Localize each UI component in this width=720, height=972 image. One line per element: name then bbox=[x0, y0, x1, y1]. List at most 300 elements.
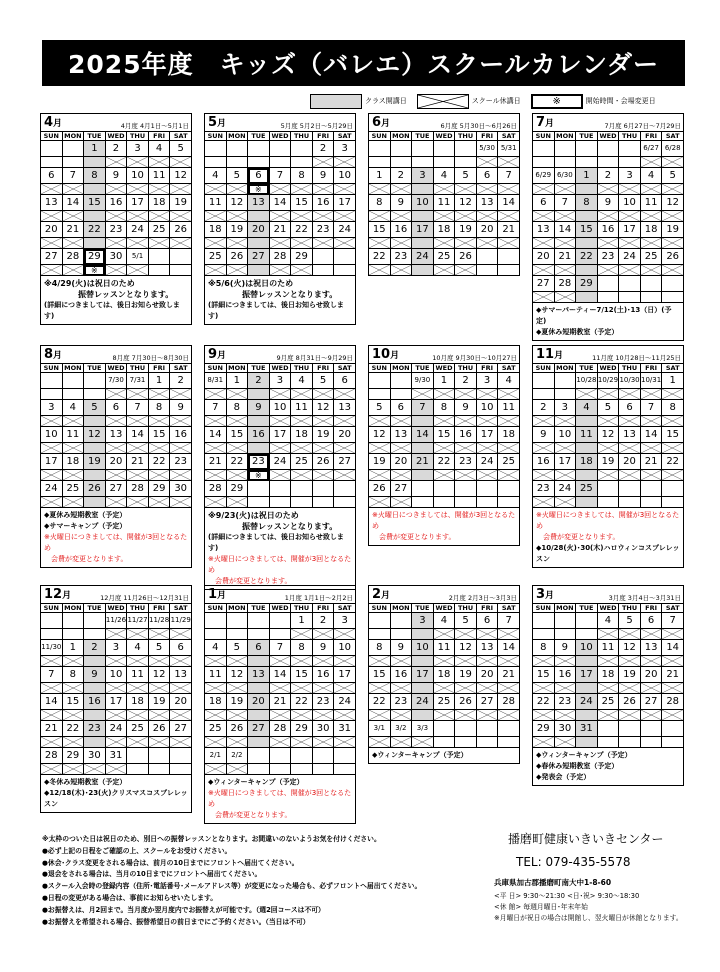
day-cell: 13 bbox=[105, 427, 127, 443]
status-cell bbox=[369, 157, 391, 168]
day-cell: 23 bbox=[105, 222, 127, 238]
day-cell bbox=[269, 481, 291, 497]
day-cell: 13 bbox=[334, 400, 356, 416]
day-cell: 1 bbox=[62, 640, 84, 656]
status-cell bbox=[205, 470, 227, 481]
day-cell: 29 bbox=[62, 748, 84, 764]
status-cell bbox=[41, 416, 63, 427]
status-cell bbox=[369, 656, 391, 667]
status-cell bbox=[205, 737, 227, 748]
status-cell bbox=[369, 184, 391, 195]
status-cell bbox=[312, 157, 334, 168]
day-cell bbox=[334, 481, 356, 497]
day-cell: 16 bbox=[390, 222, 412, 238]
status-cell bbox=[576, 389, 598, 400]
status-cell bbox=[148, 629, 170, 640]
day-cell: 7 bbox=[269, 640, 291, 656]
status-cell bbox=[597, 157, 619, 168]
legend bbox=[310, 93, 666, 109]
status-cell bbox=[369, 683, 391, 694]
day-cell: 28 bbox=[498, 694, 520, 710]
weekday-header: FRI bbox=[640, 364, 662, 373]
day-cell: 14 bbox=[554, 222, 576, 238]
month-notes bbox=[204, 508, 356, 590]
day-cell: 2 bbox=[105, 141, 127, 157]
day-cell: 8 bbox=[84, 168, 106, 184]
status-cell bbox=[62, 497, 84, 508]
month-notes bbox=[532, 748, 684, 786]
status-cell bbox=[334, 683, 356, 694]
status-cell bbox=[127, 764, 149, 775]
day-cell: 5/31 bbox=[498, 141, 520, 157]
status-cell bbox=[291, 416, 313, 427]
status-cell bbox=[597, 497, 619, 508]
day-cell: 20 bbox=[41, 222, 63, 238]
day-cell: 21 bbox=[640, 454, 662, 470]
weekday-header: WED bbox=[269, 604, 291, 613]
day-cell: 2/1 bbox=[205, 748, 227, 764]
weekday-header: SUN bbox=[369, 132, 391, 141]
weekday-header: TUE bbox=[576, 132, 598, 141]
status-cell bbox=[498, 443, 520, 454]
status-cell bbox=[455, 710, 477, 721]
day-cell bbox=[127, 748, 149, 764]
status-cell bbox=[455, 683, 477, 694]
day-cell: 9/30 bbox=[412, 373, 434, 389]
status-cell bbox=[619, 389, 641, 400]
day-cell: 3 bbox=[476, 373, 498, 389]
status-cell bbox=[498, 416, 520, 427]
status-cell bbox=[476, 497, 498, 508]
day-cell: 12 bbox=[226, 195, 248, 211]
day-cell: 13 bbox=[390, 427, 412, 443]
status-cell bbox=[619, 497, 641, 508]
status-cell bbox=[291, 470, 313, 481]
day-cell: 29 bbox=[291, 249, 313, 265]
weekday-header: WED bbox=[433, 132, 455, 141]
status-cell bbox=[62, 656, 84, 667]
day-cell: 29 bbox=[291, 721, 313, 737]
status-cell bbox=[205, 629, 227, 640]
day-cell: 3 bbox=[334, 613, 356, 629]
status-cell bbox=[597, 292, 619, 303]
day-cell: 30 bbox=[84, 748, 106, 764]
status-cell bbox=[412, 683, 434, 694]
day-cell bbox=[369, 373, 391, 389]
status-cell bbox=[597, 211, 619, 222]
status-cell bbox=[62, 737, 84, 748]
day-cell: 22 bbox=[433, 454, 455, 470]
note-line: ◆冬休み短期教室（予定） bbox=[44, 778, 127, 786]
day-cell: 4 bbox=[433, 613, 455, 629]
status-cell bbox=[269, 389, 291, 400]
day-cell bbox=[62, 141, 84, 157]
day-cell: 18 bbox=[205, 222, 227, 238]
day-cell: 5/1 bbox=[127, 249, 149, 265]
status-cell bbox=[498, 265, 520, 276]
status-cell bbox=[640, 184, 662, 195]
day-cell: 16 bbox=[597, 222, 619, 238]
day-cell: 19 bbox=[369, 454, 391, 470]
day-cell: 7 bbox=[127, 400, 149, 416]
status-cell bbox=[533, 265, 555, 276]
status-cell bbox=[312, 710, 334, 721]
day-cell: 25 bbox=[62, 481, 84, 497]
status-cell bbox=[433, 737, 455, 748]
day-cell: 14 bbox=[640, 427, 662, 443]
status-cell bbox=[226, 737, 248, 748]
status-cell bbox=[390, 710, 412, 721]
status-cell bbox=[369, 443, 391, 454]
status-cell bbox=[498, 238, 520, 249]
status-cell bbox=[433, 238, 455, 249]
day-cell: 6 bbox=[334, 373, 356, 389]
status-cell bbox=[533, 470, 555, 481]
month-3 bbox=[532, 585, 684, 786]
day-cell: 14 bbox=[498, 640, 520, 656]
status-cell bbox=[127, 389, 149, 400]
weekday-header: THU bbox=[291, 364, 313, 373]
status-cell bbox=[148, 443, 170, 454]
status-cell bbox=[433, 157, 455, 168]
status-cell bbox=[62, 470, 84, 481]
day-cell: 11 bbox=[291, 400, 313, 416]
month-2 bbox=[368, 585, 520, 764]
day-cell: 18 bbox=[291, 427, 313, 443]
status-cell bbox=[533, 683, 555, 694]
month-7 bbox=[532, 113, 684, 341]
status-cell bbox=[433, 656, 455, 667]
day-cell: 7 bbox=[62, 168, 84, 184]
day-cell: 21 bbox=[662, 667, 684, 683]
note-line: ※火曜日につきましては、開催が3回となるため bbox=[372, 511, 516, 530]
day-cell: 11 bbox=[205, 667, 227, 683]
status-cell bbox=[412, 470, 434, 481]
day-cell: 8 bbox=[369, 195, 391, 211]
day-cell: 10 bbox=[554, 427, 576, 443]
day-cell: 31 bbox=[576, 721, 598, 737]
status-cell bbox=[170, 265, 192, 276]
status-cell bbox=[498, 184, 520, 195]
status-cell bbox=[41, 443, 63, 454]
status-cell bbox=[84, 497, 106, 508]
status-cell bbox=[533, 497, 555, 508]
day-cell: 4 bbox=[576, 400, 598, 416]
day-cell: 7 bbox=[498, 168, 520, 184]
footer-note: ●退会をされる場合は、当月の10日までにフロントへ届出てください。 bbox=[42, 870, 262, 879]
day-cell: 7 bbox=[269, 168, 291, 184]
day-cell bbox=[148, 249, 170, 265]
status-cell bbox=[476, 211, 498, 222]
status-cell bbox=[597, 710, 619, 721]
day-cell: 10 bbox=[127, 168, 149, 184]
day-cell: 26 bbox=[369, 481, 391, 497]
day-cell: 13 bbox=[248, 667, 270, 683]
month-range: 3月度 3月4日～3月31日 bbox=[608, 594, 681, 602]
day-cell bbox=[597, 721, 619, 737]
day-cell: 2 bbox=[533, 400, 555, 416]
status-cell bbox=[455, 737, 477, 748]
day-cell: 11/28 bbox=[148, 613, 170, 629]
status-cell bbox=[476, 470, 498, 481]
day-cell: 4 bbox=[62, 400, 84, 416]
status-cell bbox=[554, 292, 576, 303]
day-cell: 8 bbox=[662, 400, 684, 416]
weekday-header: TUE bbox=[248, 604, 270, 613]
status-cell bbox=[334, 470, 356, 481]
status-cell bbox=[170, 416, 192, 427]
day-cell bbox=[312, 748, 334, 764]
weekday-header: FRI bbox=[476, 132, 498, 141]
weekday-header: THU bbox=[455, 132, 477, 141]
day-cell: 1 bbox=[291, 613, 313, 629]
day-cell: 9 bbox=[597, 195, 619, 211]
day-cell: 4 bbox=[205, 640, 227, 656]
day-cell: 7 bbox=[498, 613, 520, 629]
status-cell bbox=[334, 389, 356, 400]
day-cell: 6 bbox=[170, 640, 192, 656]
day-cell: 11/27 bbox=[127, 613, 149, 629]
status-cell bbox=[84, 157, 106, 168]
day-cell bbox=[369, 141, 391, 157]
status-cell bbox=[390, 737, 412, 748]
status-cell bbox=[662, 157, 684, 168]
day-cell: 6/28 bbox=[662, 141, 684, 157]
month-table bbox=[368, 363, 520, 508]
status-cell bbox=[170, 764, 192, 775]
weekday-header: TUE bbox=[248, 132, 270, 141]
status-cell bbox=[291, 497, 313, 508]
day-cell: 15 bbox=[576, 222, 598, 238]
day-cell: 14 bbox=[498, 195, 520, 211]
day-cell bbox=[226, 613, 248, 629]
day-cell: 24 bbox=[554, 481, 576, 497]
day-cell bbox=[412, 481, 434, 497]
day-cell: 27 bbox=[334, 454, 356, 470]
status-cell bbox=[334, 211, 356, 222]
status-cell bbox=[412, 416, 434, 427]
day-cell: 11 bbox=[597, 640, 619, 656]
day-cell: 5 bbox=[455, 168, 477, 184]
status-cell bbox=[433, 443, 455, 454]
status-cell bbox=[84, 443, 106, 454]
day-cell: 20 bbox=[640, 667, 662, 683]
status-cell bbox=[390, 629, 412, 640]
day-cell: 21 bbox=[554, 249, 576, 265]
status-cell bbox=[148, 265, 170, 276]
status-cell bbox=[226, 656, 248, 667]
day-cell: 20 bbox=[476, 222, 498, 238]
status-cell bbox=[662, 211, 684, 222]
day-cell: 28 bbox=[127, 481, 149, 497]
day-cell bbox=[41, 373, 63, 389]
status-cell bbox=[433, 470, 455, 481]
day-cell bbox=[170, 249, 192, 265]
status-cell bbox=[127, 211, 149, 222]
day-cell: 31 bbox=[105, 748, 127, 764]
status-cell bbox=[41, 629, 63, 640]
month-10 bbox=[368, 345, 520, 546]
day-cell: 13 bbox=[41, 195, 63, 211]
day-cell: 22 bbox=[62, 721, 84, 737]
weekday-header: WED bbox=[597, 132, 619, 141]
month-1 bbox=[204, 585, 356, 824]
day-cell: 28 bbox=[269, 249, 291, 265]
day-cell: 12 bbox=[226, 667, 248, 683]
weekday-header: FRI bbox=[640, 604, 662, 613]
weekday-header: THU bbox=[455, 364, 477, 373]
status-cell bbox=[640, 265, 662, 276]
day-cell bbox=[334, 748, 356, 764]
day-cell: 22 bbox=[369, 694, 391, 710]
day-cell bbox=[597, 481, 619, 497]
weekday-header: THU bbox=[127, 364, 149, 373]
day-cell: 23 bbox=[597, 249, 619, 265]
day-cell bbox=[62, 613, 84, 629]
status-cell bbox=[105, 656, 127, 667]
day-cell: 26 bbox=[170, 222, 192, 238]
day-cell: 21 bbox=[127, 454, 149, 470]
day-cell: 15 bbox=[62, 694, 84, 710]
day-cell: 26 bbox=[84, 481, 106, 497]
status-cell bbox=[291, 656, 313, 667]
status-cell bbox=[334, 238, 356, 249]
footer-notes bbox=[42, 834, 482, 928]
status-cell bbox=[498, 656, 520, 667]
status-cell bbox=[62, 265, 84, 276]
status-cell bbox=[248, 389, 270, 400]
status-cell bbox=[554, 683, 576, 694]
day-cell: 20 bbox=[105, 454, 127, 470]
day-cell: 25 bbox=[597, 694, 619, 710]
day-cell: 11 bbox=[433, 195, 455, 211]
status-cell bbox=[390, 389, 412, 400]
day-cell: 5 bbox=[84, 400, 106, 416]
status-cell bbox=[127, 710, 149, 721]
status-cell bbox=[597, 656, 619, 667]
day-cell bbox=[619, 481, 641, 497]
status-cell bbox=[576, 211, 598, 222]
day-cell bbox=[533, 141, 555, 157]
day-cell bbox=[248, 141, 270, 157]
month-table bbox=[532, 131, 684, 303]
status-cell bbox=[226, 470, 248, 481]
day-cell bbox=[455, 721, 477, 737]
day-cell: 10 bbox=[334, 640, 356, 656]
day-cell: 11 bbox=[127, 667, 149, 683]
weekday-header: TUE bbox=[84, 364, 106, 373]
day-cell: 21 bbox=[41, 721, 63, 737]
weekday-header: MON bbox=[226, 604, 248, 613]
note-line: ※5/6(火)は祝日のため bbox=[208, 279, 294, 288]
status-cell bbox=[226, 211, 248, 222]
day-cell bbox=[433, 141, 455, 157]
status-cell bbox=[455, 416, 477, 427]
month-notes bbox=[40, 276, 192, 325]
day-cell: 20 bbox=[334, 427, 356, 443]
center-info bbox=[494, 830, 714, 924]
status-cell bbox=[662, 629, 684, 640]
day-cell bbox=[269, 748, 291, 764]
status-cell bbox=[105, 497, 127, 508]
weekday-header: WED bbox=[105, 604, 127, 613]
day-cell: 29 bbox=[533, 721, 555, 737]
day-cell: 19 bbox=[226, 694, 248, 710]
status-cell bbox=[269, 238, 291, 249]
month-table bbox=[204, 131, 356, 276]
status-cell bbox=[476, 629, 498, 640]
status-cell bbox=[390, 184, 412, 195]
status-cell bbox=[554, 157, 576, 168]
weekday-header: FRI bbox=[476, 364, 498, 373]
day-cell: 29 bbox=[226, 481, 248, 497]
day-cell: 11/30 bbox=[41, 640, 63, 656]
day-cell: 20 bbox=[390, 454, 412, 470]
status-cell bbox=[455, 443, 477, 454]
day-cell: 24 bbox=[127, 222, 149, 238]
weekday-header: SUN bbox=[41, 132, 63, 141]
status-cell bbox=[576, 416, 598, 427]
day-cell: 15 bbox=[148, 427, 170, 443]
day-cell: 9 bbox=[105, 168, 127, 184]
status-cell bbox=[455, 470, 477, 481]
status-cell bbox=[312, 443, 334, 454]
status-cell bbox=[334, 737, 356, 748]
day-cell: 22 bbox=[84, 222, 106, 238]
weekday-header: SUN bbox=[205, 604, 227, 613]
note-line: 会費が変更となります。 bbox=[51, 555, 128, 563]
status-cell bbox=[105, 265, 127, 276]
day-cell: 16 bbox=[312, 667, 334, 683]
note-line: ◆夏休み短期教室（予定） bbox=[44, 511, 127, 519]
status-cell bbox=[312, 764, 334, 775]
status-cell bbox=[148, 497, 170, 508]
status-cell bbox=[105, 157, 127, 168]
status-cell bbox=[455, 629, 477, 640]
day-cell: 3/3 bbox=[412, 721, 434, 737]
center-hours: <平 日> 9:30～21:30 <日･祝> 9:30～18:30 bbox=[494, 892, 640, 900]
footer-note: ●休会･クラス変更をされる場合は、前月の10日までにフロントへ届出てください。 bbox=[42, 858, 299, 867]
weekday-header: FRI bbox=[312, 604, 334, 613]
day-cell: 9 bbox=[554, 640, 576, 656]
day-cell: 23 bbox=[390, 694, 412, 710]
status-cell bbox=[148, 238, 170, 249]
status-cell bbox=[619, 656, 641, 667]
day-cell: 3 bbox=[412, 613, 434, 629]
status-cell bbox=[312, 184, 334, 195]
status-cell bbox=[476, 683, 498, 694]
day-cell: 12 bbox=[148, 667, 170, 683]
center-note: ※月曜日が祝日の場合は開館し、翌火曜日が休館となります。 bbox=[494, 914, 683, 922]
day-cell bbox=[84, 373, 106, 389]
note-line: ◆ウィンターキャンプ（予定） bbox=[536, 751, 632, 759]
status-cell bbox=[105, 710, 127, 721]
status-cell bbox=[105, 211, 127, 222]
day-cell: 7 bbox=[554, 195, 576, 211]
status-cell bbox=[248, 629, 270, 640]
day-cell bbox=[62, 373, 84, 389]
footer-note: ●必ず上記の日程をご確認の上、スクールをお受けください。 bbox=[42, 846, 232, 855]
month-name: 4月 bbox=[44, 115, 63, 130]
note-line: 会費が変更となります。 bbox=[543, 533, 620, 541]
day-cell: 15 bbox=[533, 667, 555, 683]
status-cell bbox=[597, 265, 619, 276]
day-cell: 27 bbox=[390, 481, 412, 497]
status-cell bbox=[170, 238, 192, 249]
month-table bbox=[204, 363, 356, 508]
day-cell bbox=[476, 249, 498, 265]
status-cell bbox=[433, 265, 455, 276]
